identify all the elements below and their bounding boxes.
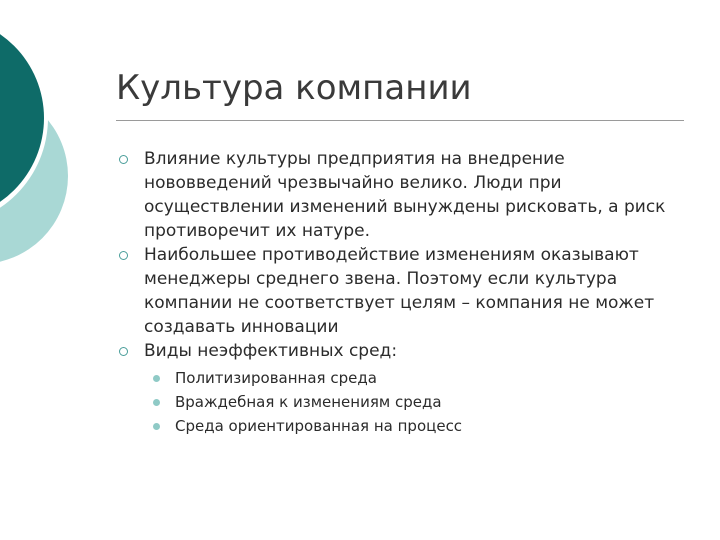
dot-bullet-icon [153, 375, 160, 382]
circle-bullet-icon [119, 155, 128, 164]
dot-bullet-icon [153, 423, 160, 430]
bullet-list [116, 147, 686, 438]
sub-bullet-text: Среда ориентированная на процесс [175, 417, 463, 435]
sub-bullet-item [144, 366, 686, 390]
decorative-circles [0, 0, 120, 300]
sub-bullet-text: Враждебная к изменениям среда [175, 393, 442, 411]
bullet-item [116, 339, 686, 438]
bullet-text: Наибольшее противодействие изменениям оказывают менеджеры среднего звена. Поэтому если культура компании не соответствует целям – компания не может создавать инновации [144, 245, 655, 337]
bullet-item [116, 147, 686, 243]
sub-bullet-text: Политизированная среда [175, 369, 377, 387]
circle-bullet-icon [119, 251, 128, 260]
bullet-item [116, 243, 686, 339]
sub-bullet-list [144, 366, 686, 438]
circle-bullet-icon [119, 347, 128, 356]
sub-bullet-item [144, 414, 686, 438]
title-divider [116, 120, 684, 121]
bullet-text: Влияние культуры предприятия на внедрение нововведений чрезвычайно велико. Люди при осуществлении изменений вынуждены рисковать, а риск противоречит их натуре. [144, 149, 666, 241]
bullet-text: Виды неэффективных сред: [144, 341, 398, 361]
slide-title: Культура компании [116, 68, 472, 108]
dot-bullet-icon [153, 399, 160, 406]
sub-bullet-item [144, 390, 686, 414]
